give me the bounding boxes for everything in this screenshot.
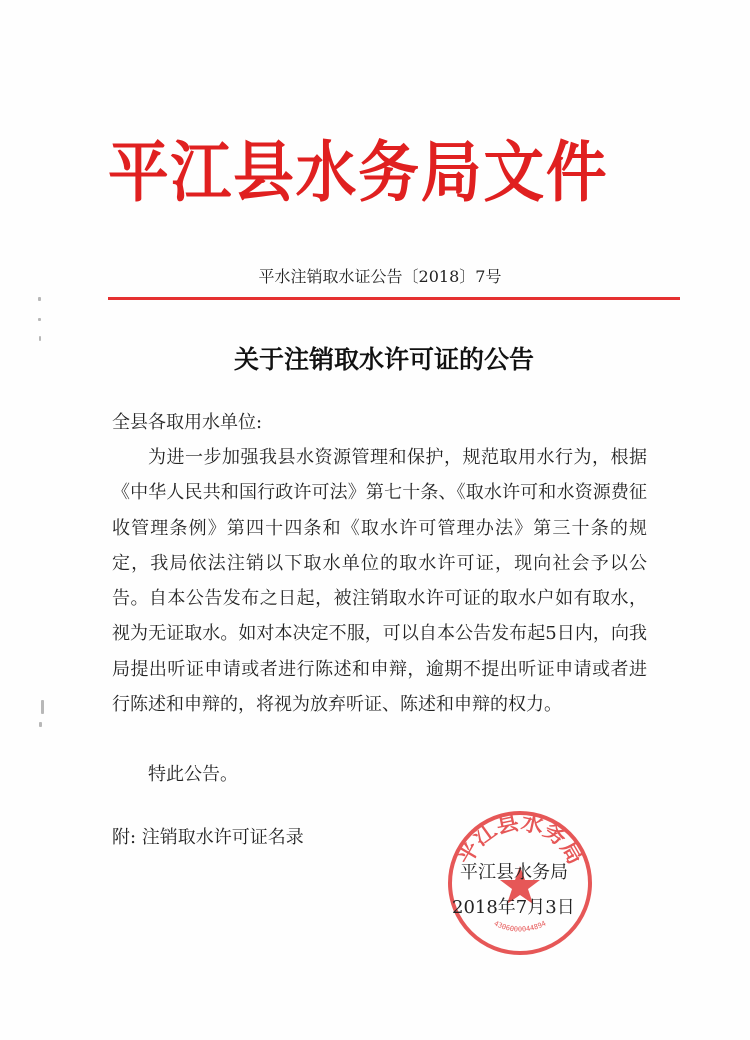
issuer-name: 平江县水务局 (460, 862, 568, 883)
salutation: 全县各取用水单位: (112, 412, 263, 433)
seal-name-text: 平江县水务局 (452, 810, 588, 869)
scan-mark (39, 722, 42, 727)
seal-code-text: 4306000044894 (492, 919, 548, 934)
body-paragraph: 为进一步加强我县水资源管理和保护，规范取用水行为，根据《中华人民共和国行政许可法》第七十条、《取水许可和水资源费征收管理条例》第四十四条和《取水许可管理办法》第三十条的规定，我局依法注销以下取水单位的取水许可证，现向社会予以公告。自本公告发布之日起，被注销取水许可证的取水户如有取水，视为无证取水。如对本决定不服，可以自本公告发布起5日内，向我局提出听证申请或者进行陈述和申辩，逾期不提出听证申请或者进行陈述和申辩的，将视为放弃听证、陈述和申辩的权力。 (112, 447, 647, 716)
scan-mark (39, 336, 41, 341)
notice-title: 关于注销取水许可证的公告 (233, 345, 534, 374)
attachment-note: 附: 注销取水许可证名录 (112, 827, 304, 848)
issue-date: 2018年7月3日 (452, 897, 575, 918)
closing-line: 特此公告。 (148, 764, 238, 785)
red-divider-line (108, 297, 680, 300)
scan-mark (38, 297, 41, 301)
document-header-title: 平江县水务局文件 (108, 134, 609, 211)
scan-mark (41, 700, 44, 714)
document-number: 平水注销取水证公告〔2018〕7号 (258, 267, 502, 286)
scan-mark (38, 318, 41, 321)
